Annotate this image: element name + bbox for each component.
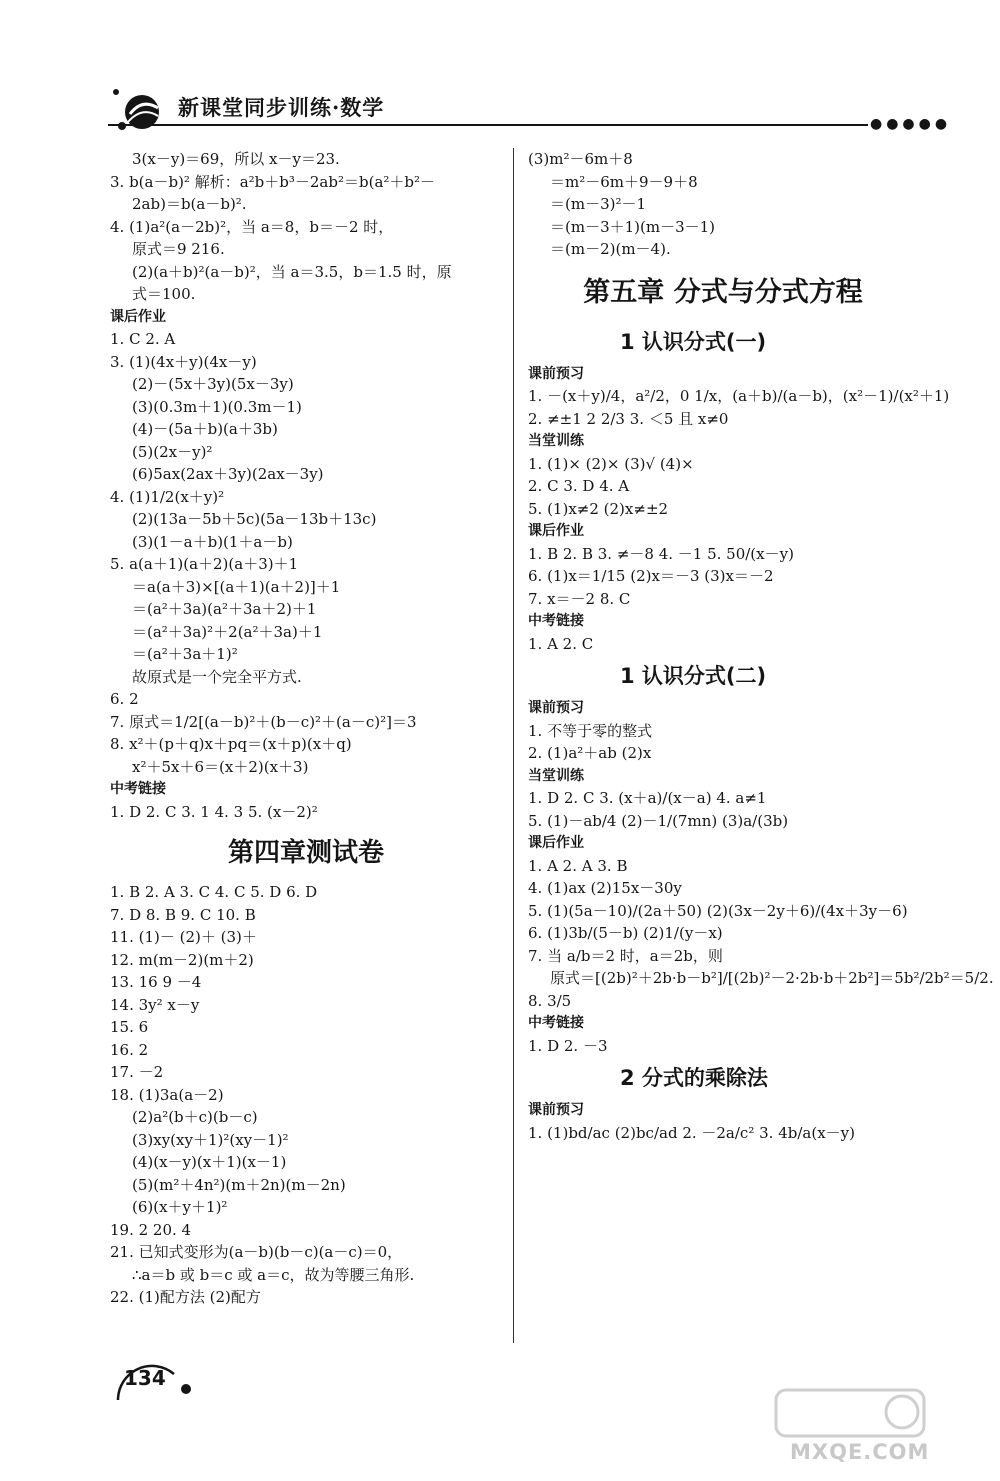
left-column xyxy=(110,148,502,1309)
answer-line: 12. m(m－2)(m＋2) xyxy=(110,950,254,969)
answer-line: (4)(x－y)(x＋1)(x－1) xyxy=(132,1153,287,1171)
answer-line: 1. D 2. C 3. (x＋a)/(x－a) 4. a≠1 xyxy=(528,789,767,807)
header-dots: ●●●●● xyxy=(870,116,952,132)
answer-line: 13. 16 9 －4 xyxy=(110,973,202,991)
answer-line: (5)(m²＋4n²)(m＋2n)(m－2n) xyxy=(132,1175,346,1194)
answer-line: (3)(1－a＋b)(1＋a－b) xyxy=(132,532,293,551)
answer-line: 3. b(a－b)² 解析：a²b＋b³－2ab²＝b(a²＋b²－ xyxy=(110,172,436,191)
header-title: 新课堂同步训练·数学 xyxy=(178,95,385,120)
answer-line: 2ab)＝b(a－b)². xyxy=(132,195,247,213)
answer-line: ＝a(a＋3)×[(a＋1)(a＋2)]＋1 xyxy=(132,577,341,596)
book-logo-icon xyxy=(108,84,172,136)
test-paper-title: 第四章测试卷 xyxy=(227,838,384,868)
answer-line: 1. A 2. C xyxy=(528,634,594,653)
answer-line: 故原式是一个完全平方式. xyxy=(132,667,302,686)
answer-line: (5)(2x－y)² xyxy=(132,442,213,461)
answer-line: 16. 2 xyxy=(110,1040,149,1059)
answer-line: 22. (1)配方法 (2)配方 xyxy=(110,1288,261,1306)
answer-line: 2. C 3. D 4. A xyxy=(528,477,630,495)
answer-line: ＝(m－2)(m－4). xyxy=(550,240,671,258)
section-label: 课后作业 xyxy=(528,523,584,539)
lesson-title: 1 认识分式(一) xyxy=(620,329,767,354)
answer-line: (6)(x＋y＋1)² xyxy=(132,1198,228,1216)
answer-line: ＝(a²＋3a＋1)² xyxy=(132,645,238,663)
answer-line: 5. a(a＋1)(a＋2)(a＋3)＋1 xyxy=(110,555,299,573)
answer-line: 11. (1)－ (2)＋ (3)＋ xyxy=(110,928,257,946)
answer-line: 15. 6 xyxy=(110,1018,149,1036)
answer-line: 7. x＝－2 8. C xyxy=(528,589,631,608)
answer-line: ＝(a²＋3a)(a²＋3a＋2)＋1 xyxy=(132,600,317,618)
answer-line: 1. D 2. C 3. 1 4. 3 5. (x－2)² xyxy=(110,802,318,821)
answer-line: 14. 3y² x－y xyxy=(110,995,200,1014)
answer-line: 1. C 2. A xyxy=(110,330,176,348)
answer-line: 17. －2 xyxy=(110,1063,164,1081)
answer-line: 3(x－y)＝69，所以 x－y＝23. xyxy=(132,150,340,168)
answer-line: 8. 3/5 xyxy=(528,991,572,1010)
section-label: 当堂训练 xyxy=(528,767,584,784)
answer-line: x²＋5x＋6＝(x＋2)(x＋3) xyxy=(132,757,309,776)
answer-line: 1. B 2. B 3. ≠－8 4. －1 5. 50/(x－y) xyxy=(528,544,794,563)
answer-line: 1. (1)bd/ac (2)bc/ad 2. －2a/c² 3. 4b/a(x－y) xyxy=(528,1123,855,1142)
answer-line: 6. 2 xyxy=(110,690,139,708)
answer-line: 7. 原式＝1/2[(a－b)²＋(b－c)²＋(a－c)²]＝3 xyxy=(110,712,417,731)
answer-line: 6. (1)3b/(5－b) (2)1/(y－x) xyxy=(528,924,723,942)
section-label: 课前预习 xyxy=(528,1102,584,1118)
answer-line: (6)5ax(2ax＋3y)(2ax－3y) xyxy=(132,465,324,483)
answer-line: ＝(m－3)²－1 xyxy=(550,195,647,213)
answer-line: 21. 已知式变形为(a－b)(b－c)(a－c)＝0， xyxy=(110,1243,403,1261)
answer-line: 1. A 2. A 3. B xyxy=(528,856,628,875)
answer-line: (4)－(5a＋b)(a＋3b) xyxy=(132,420,278,438)
chapter-title: 第五章 分式与分式方程 xyxy=(583,276,863,308)
column-divider xyxy=(513,148,514,1343)
lesson-title: 2 分式的乘除法 xyxy=(620,1066,768,1090)
answer-line: (2)(13a－5b＋5c)(5a－13b＋13c) xyxy=(132,510,377,528)
answer-line: 4. (1)1/2(x＋y)² xyxy=(110,487,225,506)
answer-line: 2. ≠±1 2 2/3 3. ＜5 且 x≠0 xyxy=(528,409,729,428)
answer-line: 6. (1)x＝1/15 (2)x＝－3 (3)x＝－2 xyxy=(528,567,774,585)
answer-line: 1. D 2. －3 xyxy=(528,1036,608,1055)
answer-line: 3. (1)(4x＋y)(4x－y) xyxy=(110,352,257,371)
answer-line: 5. (1)－ab/4 (2)－1/(7mn) (3)a/(3b) xyxy=(528,811,789,830)
answer-line: 7. 当 a/b＝2 时，a＝2b，则 xyxy=(528,946,723,965)
section-label: 课后作业 xyxy=(528,835,584,851)
answer-line: (3)m²－6m＋8 xyxy=(528,150,633,168)
answer-line: 1. 不等于零的整式 xyxy=(528,721,653,740)
answer-line: 7. D 8. B 9. C 10. B xyxy=(110,905,256,924)
header-rule xyxy=(108,124,868,126)
answer-line: (3)xy(xy＋1)²(xy－1)² xyxy=(132,1130,289,1149)
answer-line: (2)(a＋b)²(a－b)²，当 a＝3.5，b＝1.5 时，原 xyxy=(132,262,452,281)
answer-line: (2)a²(b＋c)(b－c) xyxy=(132,1108,258,1126)
answer-line: 4. (1)ax (2)15x－30y xyxy=(528,879,682,897)
section-label: 课前预习 xyxy=(528,365,584,382)
page-header xyxy=(108,80,952,152)
lesson-title: 1 认识分式(二) xyxy=(620,664,767,688)
section-label: 中考链接 xyxy=(528,613,584,629)
answer-line: ∴a＝b 或 b＝c 或 a＝c，故为等腰三角形. xyxy=(132,1265,415,1284)
answer-line: 5. (1)(5a－10)/(2a＋50) (2)(3x－2y＋6)/(4x＋3y－6) xyxy=(528,901,908,920)
section-label: 当堂训练 xyxy=(528,433,584,449)
section-label: 中考链接 xyxy=(528,1015,584,1031)
answer-line: 5. (1)x≠2 (2)x≠±2 xyxy=(528,499,669,518)
answer-line: ＝(a²＋3a)²＋2(a²＋3a)＋1 xyxy=(132,622,323,641)
answer-line: 19. 2 20. 4 xyxy=(110,1220,192,1239)
answer-line: 8. x²＋(p＋q)x＋pq＝(x＋p)(x＋q) xyxy=(110,735,352,753)
answer-line: (2)－(5x＋3y)(5x－3y) xyxy=(132,375,294,393)
answer-line: 18. (1)3a(a－2) xyxy=(110,1085,224,1104)
answer-line: 1. B 2. A 3. C 4. C 5. D 6. D xyxy=(110,883,318,901)
section-label: 课前预习 xyxy=(528,700,584,716)
answer-line: 2. (1)a²＋ab (2)x xyxy=(528,744,652,762)
answer-line: 原式＝[(2b)²＋2b·b－b²]/[(2b)²－2·2b·b＋2b²]＝5b²/2b²＝5/2. xyxy=(550,969,994,987)
page-number: 134 xyxy=(124,1366,166,1390)
answer-line: ＝(m－3＋1)(m－3－1) xyxy=(550,217,716,236)
answer-line: 1. －(x＋y)/4，a²/2，0 1/x，(a＋b)/(a－b)，(x²－1)/(x²＋1) xyxy=(528,387,950,405)
right-column xyxy=(528,148,994,1144)
answer-line: 4. (1)a²(a－2b)²，当 a＝8，b＝－2 时， xyxy=(110,217,394,236)
answer-line: 原式＝9 216. xyxy=(132,240,225,258)
section-label: 课后作业 xyxy=(110,308,166,325)
answer-line: ＝m²－6m＋9－9＋8 xyxy=(550,172,698,191)
watermark-text: MXQE.COM xyxy=(790,1440,930,1464)
answer-line: (3)(0.3m＋1)(0.3m－1) xyxy=(132,397,302,416)
answer-line: 式＝100. xyxy=(132,285,196,303)
section-label: 中考链接 xyxy=(110,781,166,797)
answer-line: 1. (1)× (2)× (3)√ (4)× xyxy=(528,454,694,473)
